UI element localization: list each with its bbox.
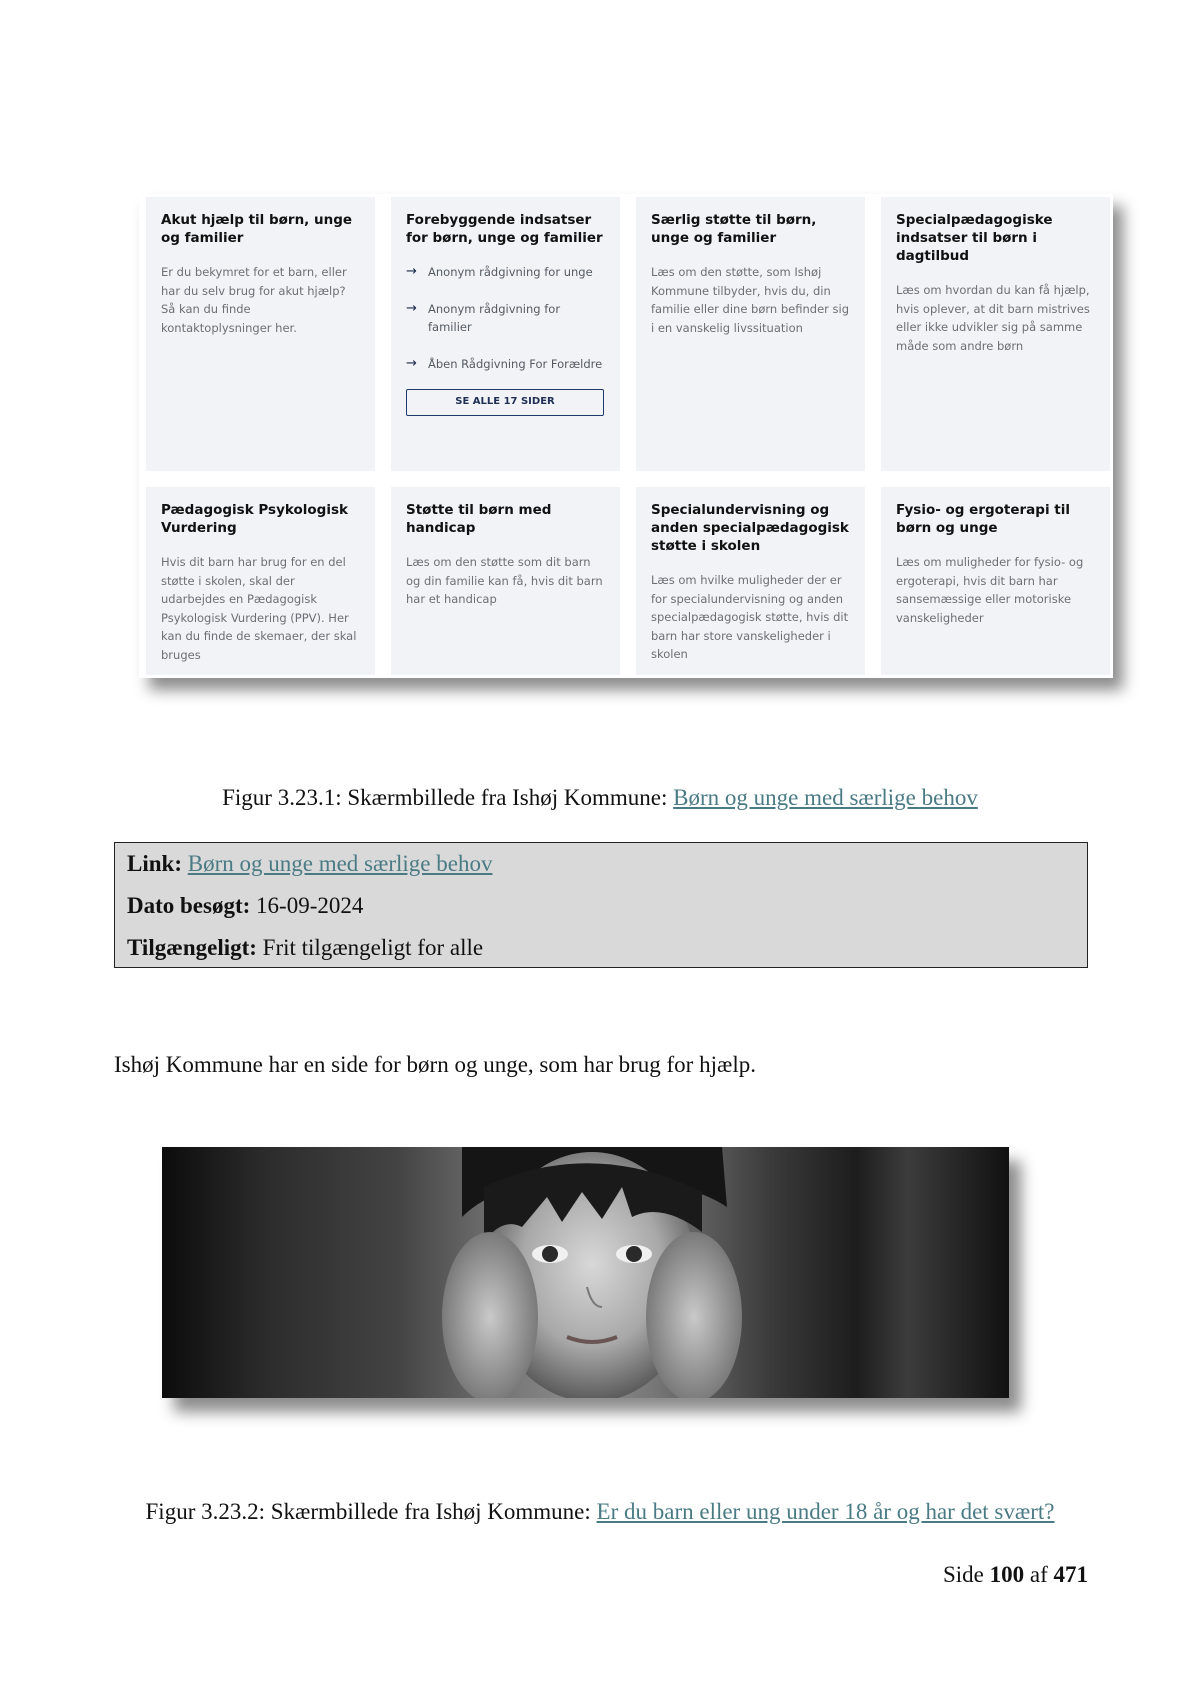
card-title: Støtte til børn med handicap (406, 502, 552, 536)
card-fysio-ergoterapi[interactable] (881, 487, 1110, 675)
card-saerlig-stoette[interactable] (636, 197, 865, 471)
link-label: Link: (127, 851, 182, 876)
card-title: Specialundervisning og anden specialpædagogisk støtte i skolen (651, 502, 849, 554)
link-label: Anonym rådgivning for unge (428, 265, 593, 279)
card-title: Akut hjælp til børn, unge og familier (161, 212, 353, 246)
date-label: Dato besøgt: (127, 893, 251, 918)
see-all-button[interactable]: SE ALLE 17 SIDER (406, 389, 604, 416)
caption-link[interactable]: Er du barn eller ung under 18 år og har det svært? (596, 1499, 1055, 1524)
card-title: Fysio- og ergoterapi til børn og unge (896, 502, 1070, 536)
info-row-link (127, 843, 1075, 885)
link-list (406, 263, 605, 373)
figure-caption-2 (0, 1498, 1200, 1526)
card-text: Læs om den støtte, som Ishøj Kommune tilbyder, hvis du, din familie eller dine børn befinder sig i en vanskelig livssituation (651, 265, 850, 335)
card-akut-hjaelp[interactable] (146, 197, 375, 471)
link-label: Anonym rådgivning for familier (428, 301, 561, 334)
caption-link[interactable]: Børn og unge med særlige behov (673, 785, 978, 810)
arrow-right-icon: → (406, 300, 417, 316)
page-number (943, 1561, 1088, 1589)
screenshot-photo-banner (162, 1147, 1009, 1398)
card-text: Læs om muligheder for fysio- og ergoterapi, hvis dit barn har sansemæssige eller motoriske vanskeligheder (896, 555, 1084, 625)
page-af-label: af (1029, 1562, 1048, 1587)
card-title: Pædagogisk Psykologisk Vurdering (161, 502, 348, 536)
source-info-box (114, 842, 1088, 968)
body-paragraph: Ishøj Kommune har en side for børn og unge, som har brug for hjælp. (114, 1052, 756, 1077)
card-forebyggende (391, 197, 620, 471)
arrow-right-icon: → (406, 355, 417, 371)
card-ppv[interactable] (146, 487, 375, 675)
child-photo (162, 1147, 1009, 1398)
card-text: Læs om den støtte som dit barn og din familie kan få, hvis dit barn har et handicap (406, 555, 603, 606)
card-title: Særlig støtte til børn, unge og familier (651, 212, 817, 246)
page-total: 471 (1053, 1562, 1088, 1587)
screenshot-card-grid (139, 194, 1113, 678)
link-label: Åben Rådgivning For Forældre (428, 356, 603, 371)
link-anonym-familier[interactable] (406, 300, 605, 337)
link-anonym-unge[interactable] (406, 263, 605, 282)
card-text: Læs om hvilke muligheder der er for specialundervisning og anden specialpædagogisk støtte, hvis dit barn har store vanskeligheder i skolen (651, 573, 849, 661)
date-value: 16-09-2024 (256, 893, 364, 918)
card-grid (146, 197, 1111, 677)
info-row-access (127, 927, 1075, 969)
card-text: Læs om hvordan du kan få hjælp, hvis oplever, at dit barn mistrives eller ikke udvikler sig på samme måde som andre børn (896, 283, 1090, 353)
caption-prefix: Figur 3.23.2: Skærmbillede fra Ishøj Kommune: (145, 1499, 597, 1524)
card-text: Er du bekymret for et barn, eller har du selv brug for akut hjælp? Så kan du finde kontaktoplysninger her. (161, 265, 347, 335)
card-title: Forebyggende indsatser for børn, unge og familier (406, 212, 603, 246)
access-value: Frit tilgængeligt for alle (262, 935, 484, 960)
card-title: Specialpædagogiske indsatser til børn i dagtilbud (896, 212, 1053, 264)
card-specialpaedagogiske[interactable] (881, 197, 1110, 471)
card-text: Hvis dit barn har brug for en del støtte i skolen, skal der udarbejdes en Pædagogisk Psykologisk Vurdering (PPV). Her kan du finde de skemaer, der skal bruges (161, 555, 357, 662)
arrow-right-icon: → (406, 264, 417, 279)
card-handicap[interactable] (391, 487, 620, 675)
caption-prefix: Figur 3.23.1: Skærmbillede fra Ishøj Kommune: (222, 785, 674, 810)
figure-caption-1 (0, 784, 1200, 812)
source-link[interactable]: Børn og unge med særlige behov (187, 851, 493, 876)
access-label: Tilgængeligt: (127, 935, 257, 960)
page-current: 100 (989, 1562, 1025, 1587)
info-row-date (127, 885, 1075, 927)
link-aaben-raadgivning[interactable] (406, 355, 605, 374)
page-side-label: Side (942, 1562, 984, 1587)
card-specialundervisning[interactable] (636, 487, 865, 675)
